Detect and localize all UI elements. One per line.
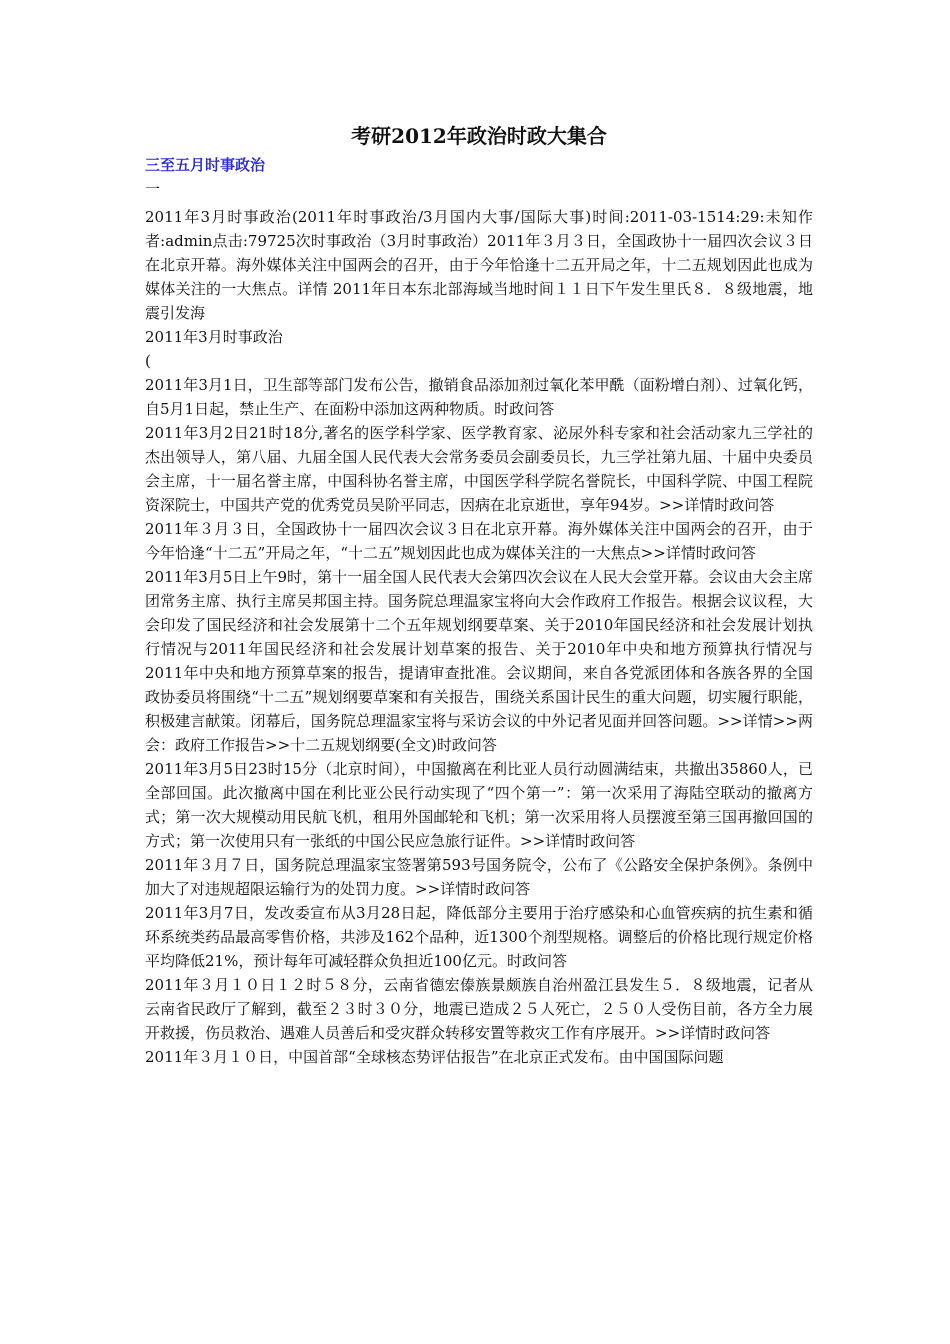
- paragraph: 2011年３月１０日１２时５８分，云南省德宏傣族景颇族自治州盈江县发生５．８级地震，记者从云南省民政厅了解到，截至２３时３０分，地震已造成２５人死亡，２５０人受伤目前，各方全力展开救援，伤员救治、遇难人员善后和受灾群众转移安置等救灾工作有序展开。>>详情时政问答: [145, 976, 813, 1042]
- paragraph: 2011年3月7日，发改委宣布从3月28日起，降低部分主要用于治疗感染和心血管疾病的抗生素和循环系统类药品最高零售价格，共涉及162个品种，近1300个剂型规格。调整后的价格比现行规定价格平均降低21%，预计每年可减轻群众负担近100亿元。时政问答: [145, 904, 813, 970]
- paragraph: 2011年3月5日23时15分（北京时间），中国撤离在利比亚人员行动圆满结束，共撤出35860人，已全部回国。此次撤离中国在利比亚公民行动实现了“四个第一”：第一次采用了海陆空联动的撤离方式；第一次大规模动用民航飞机，租用外国邮轮和飞机；第一次采用将人员摆渡至第三国再撤回国的方式；第一次使用只有一张纸的中国公民应急旅行证件。>>详情时政问答: [145, 760, 813, 850]
- paragraph: 2011年3月1日，卫生部等部门发布公告，撤销食品添加剂过氧化苯甲酰（面粉增白剂）、过氧化钙，自5月1日起，禁止生产、在面粉中添加这两种物质。时政问答: [145, 376, 813, 418]
- paragraph: 2011年３月３日，全国政协十一届四次会议３日在北京开幕。海外媒体关注中国两会的召开，由于今年恰逢“十二五”开局之年，“十二五”规划因此也成为媒体关注的一大焦点>>详情时政问答: [145, 520, 813, 562]
- paragraph: 2011年3月2日21时18分,著名的医学科学家、医学教育家、泌尿外科专家和社会活动家九三学社的杰出领导人，第八届、九届全国人民代表大会常务委员会副委员长，九三学社第九届、十届中央委员会主席，十一届名誉主席，中国科协名誉主席，中国医学科学院名誉院长，中国科学院、中国工程院资深院士，中国共产党的优秀党员吴阶平同志，因病在北京逝世，享年94岁。>>详情时政问答: [145, 424, 813, 514]
- document-title: 考研2012年政治时政大集合: [351, 124, 607, 148]
- paragraph: (: [145, 352, 151, 370]
- paragraph: 2011年３月７日，国务院总理温家宝签署第593号国务院令，公布了《公路安全保护条例》。条例中加大了对违规超限运输行为的处罚力度。>>详情时政问答: [145, 856, 813, 898]
- paragraph: 2011年3月5日上午9时，第十一届全国人民代表大会第四次会议在人民大会堂开幕。会议由大会主席团常务主席、执行主席吴邦国主持。国务院总理温家宝将向大会作政府工作报告。根据会议议程，大会印发了国民经济和社会发展第十二个五年规划纲要草案、关于2010年国民经济和社会发展计划执行情况与2011年国民经济和社会发展计划草案的报告、关于2010年中央和地方预算执行情况与2011年中央和地方预算草案的报告，提请审查批准。会议期间，来自各党派团体和各族各界的全国政协委员将围绕“十二五”规划纲要草案和有关报告，围绕关系国计民生的重大问题，切实履行职能，积极建言献策。闭幕后，国务院总理温家宝将与采访会议的中外记者见面并回答问题。>>详情>>两会：政府工作报告>>十二五规划纲要(全文)时政问答: [145, 568, 813, 754]
- section-number: 一: [145, 180, 161, 198]
- paragraph: 2011年3月时事政治: [145, 328, 283, 346]
- document-body: [145, 121, 813, 1069]
- section-heading: 三至五月时事政治: [145, 156, 266, 174]
- paragraph: 2011年3月时事政治(2011年时事政治/3月国内大事/国际大事)时间:2011-03-1514:29:未知作者:admin点击:79725次时事政治（3月时事政治）2011年３月３日，全国政协十一届四次会议３日在北京开幕。海外媒体关注中国两会的召开，由于今年恰逢十二五开局之年，十二五规划因此也成为媒体关注的一大焦点。详情 2011年日本东北部海域当地时间１１日下午发生里氏８．８级地震，地震引发海: [145, 208, 813, 322]
- paragraph: 2011年３月１０日，中国首部“全球核态势评估报告”在北京正式发布。由中国国际问题: [145, 1048, 724, 1066]
